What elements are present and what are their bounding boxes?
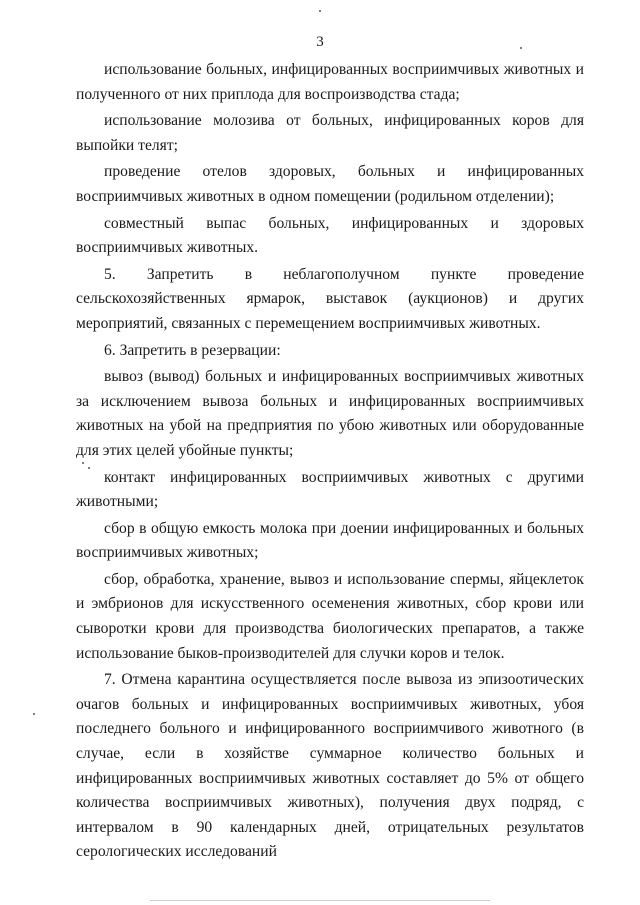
scan-speck [33,713,35,715]
paragraph: использование молозива от больных, инфицированных коров для выпойки телят; [76,112,584,154]
scan-speck [88,467,90,469]
document-body [76,58,584,867]
paragraph: 5. Запретить в неблагополучном пункте проведение сельскохозяйственных ярмарок, выставок (аукционов) и других мероприятий, связанных с перемещением восприимчивых животных. [76,265,584,332]
paragraph: совместный выпас больных, инфицированных и здоровых восприимчивых животных. [76,214,584,257]
paragraph: вывоз (вывод) больных и инфицированных восприимчивых животных за исключением вывоза больных и инфицированных восприимчивых животных на убой на предприятия по убою животных или оборудованные для этих целей убойные пункты; [76,368,584,459]
scan-speck [82,462,84,464]
scan-edge-line [150,900,490,901]
paragraph: 6. Запретить в резервации: [104,341,281,359]
paragraph: сбор, обработка, хранение, вывоз и использование спермы, яйцеклеток и эмбрионов для искусственного осеменения животных, сбор крови или сыворотки крови для производства биологических препаратов, а также использование быков-производителей для случки коров и телок. [76,570,584,662]
page-number: 3 [316,34,324,50]
paragraph: использование больных, инфицированных восприимчивых животных и полученного от них приплода для воспроизводства стада; [76,61,584,103]
scan-speck [319,10,321,12]
paragraph: проведение отелов здоровых, больных и инфицированных восприимчивых животных в одном помещении (родильном отделении); [76,163,584,205]
scan-speck [520,47,522,49]
paragraph: сбор в общую емкость молока при доении инфицированных и больных восприимчивых животных; [76,519,584,562]
paragraph: контакт инфицированных восприимчивых животных с другими животными; [76,468,584,511]
paragraph: 7. Отмена карантина осуществляется после вывоза из эпизоотических очагов больных и инфицированных восприимчивых животных, убоя последнего больного и инфицированного восприимчивого животного (в случае, если в хозяйстве суммарное количество больных и инфицированных восприимчивых животных составляет до 5% от общего количества восприимчивых животных), получения двух подряд, с интервалом в 90 календарных дней, отрицательных результатов серологических исследований [76,671,584,861]
